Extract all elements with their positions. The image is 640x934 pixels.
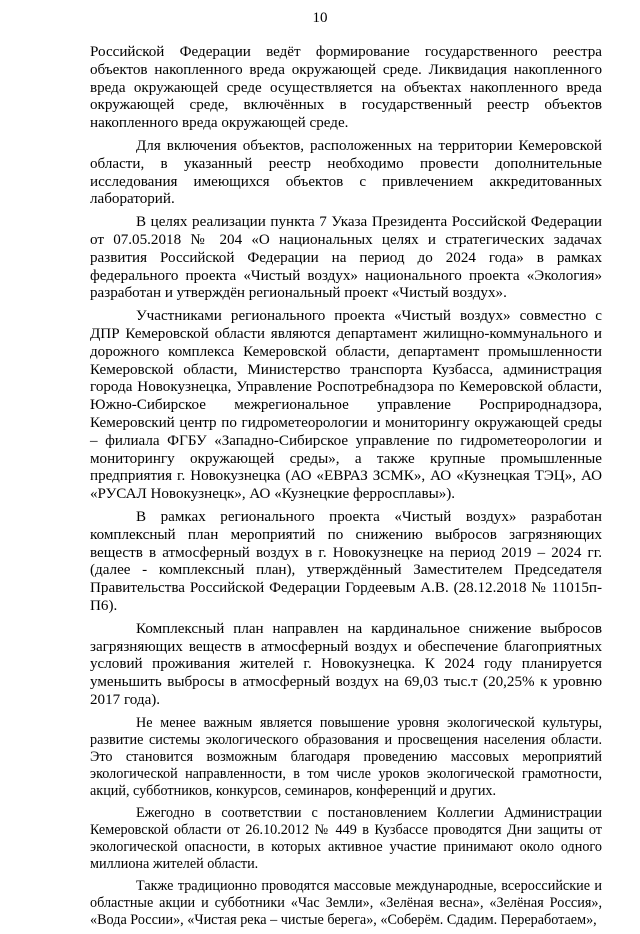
paragraph-campaigns: Также традиционно проводятся массовые международные, всероссийские и областные акции и субботники «Час Земли», «Зелёная весна», «Зелёная Россия», «Вода России», «Чистая река – чистые берега», «Соберём. Сдадим. Переработаем», (90, 877, 602, 928)
paragraph-eco-culture: Не менее важным является повышение уровня экологической культуры, развитие системы экологического образования и просвещения населения области. Это становится возможным благодаря проведению массовых мероприятий экологической направленности, в том числе уроков экологической грамотности, акций, субботников, конкурсов, семинаров, конференций и других. (90, 714, 602, 799)
paragraph-complex-plan: В рамках регионального проекта «Чистый воздух» разработан комплексный план мероприятий по снижению выбросов загрязняющих веществ в атмосферный воздух в г. Новокузнецке на период 2019 – 2024 гг. (далее - комплексный план), утверждённый Заместителем Председателя Правительства Российской Федерации Гордеевым А.В. (28.12.2018 № 11015п-П6). (90, 508, 602, 614)
paragraph-participants: Участниками регионального проекта «Чистый воздух» совместно с ДПР Кемеровской области являются департамент жилищно-коммунального и дорожного комплекса Кемеровской области, департамент промышленности Кемеровской области, Министерство транспорта Кузбасса, администрация города Новокузнецка, Управление Роспотребнадзора по Кемеровской области, Южно-Сибирское межрегиональное управление Росприроднадзора, Кемеровский центр по гидрометеорологии и мониторингу окружающей среды – филиала ФГБУ «Западно-Сибирское управление по гидрометеорологии и мониторингу окружающей среды», а также крупные промышленные предприятия г. Новокузнецка (АО «ЕВРАЗ ЗСМК», АО «Кузнецкая ТЭЦ», АО «РУСАЛ Новокузнецк», АО «Кузнецкие ферросплавы»). (90, 308, 602, 503)
document-body (90, 44, 602, 934)
paragraph-registry: Российской Федерации ведёт формирование государственного реестра объектов накопленного вреда окружающей среде. Ликвидация накопленного вреда окружающей среде осуществляется на объектах накопленного вреда окружающей среде, включённых в государственный реестр объектов накопленного вреда окружающей среде. (90, 44, 602, 132)
paragraph-annual-days: Ежегодно в соответствии с постановлением Коллегии Администрации Кемеровской области от 26.10.2012 № 449 в Кузбассе проводятся Дни защиты от экологической опасности, в которых активное участие принимают около одного миллиона жителей области. (90, 804, 602, 872)
page-number: 10 (312, 10, 328, 26)
paragraph-plan-goal: Комплексный план направлен на кардинальное снижение выбросов загрязняющих веществ в атмосферный воздух и обеспечение благоприятных условий проживания жителей г. Новокузнецка. К 2024 году планируется уменьшить выбросы в атмосферный воздух на 69,03 тыс.т (20,25% к уровню 2017 года). (90, 620, 602, 708)
paragraph-inclusion: Для включения объектов, расположенных на территории Кемеровской области, в указанный реестр необходимо провести дополнительные исследования имеющихся объектов с привлечением аккредитованных лабораторий. (90, 137, 602, 208)
paragraph-decree: В целях реализации пункта 7 Указа Президента Российской Федерации от 07.05.2018 № 204 «О национальных целях и стратегических задачах развития Российской Федерации на период до 2024 года» в рамках федерального проекта «Чистый воздух» национального проекта «Экология» разработан и утверждён региональный проект «Чистый воздух». (90, 214, 602, 302)
